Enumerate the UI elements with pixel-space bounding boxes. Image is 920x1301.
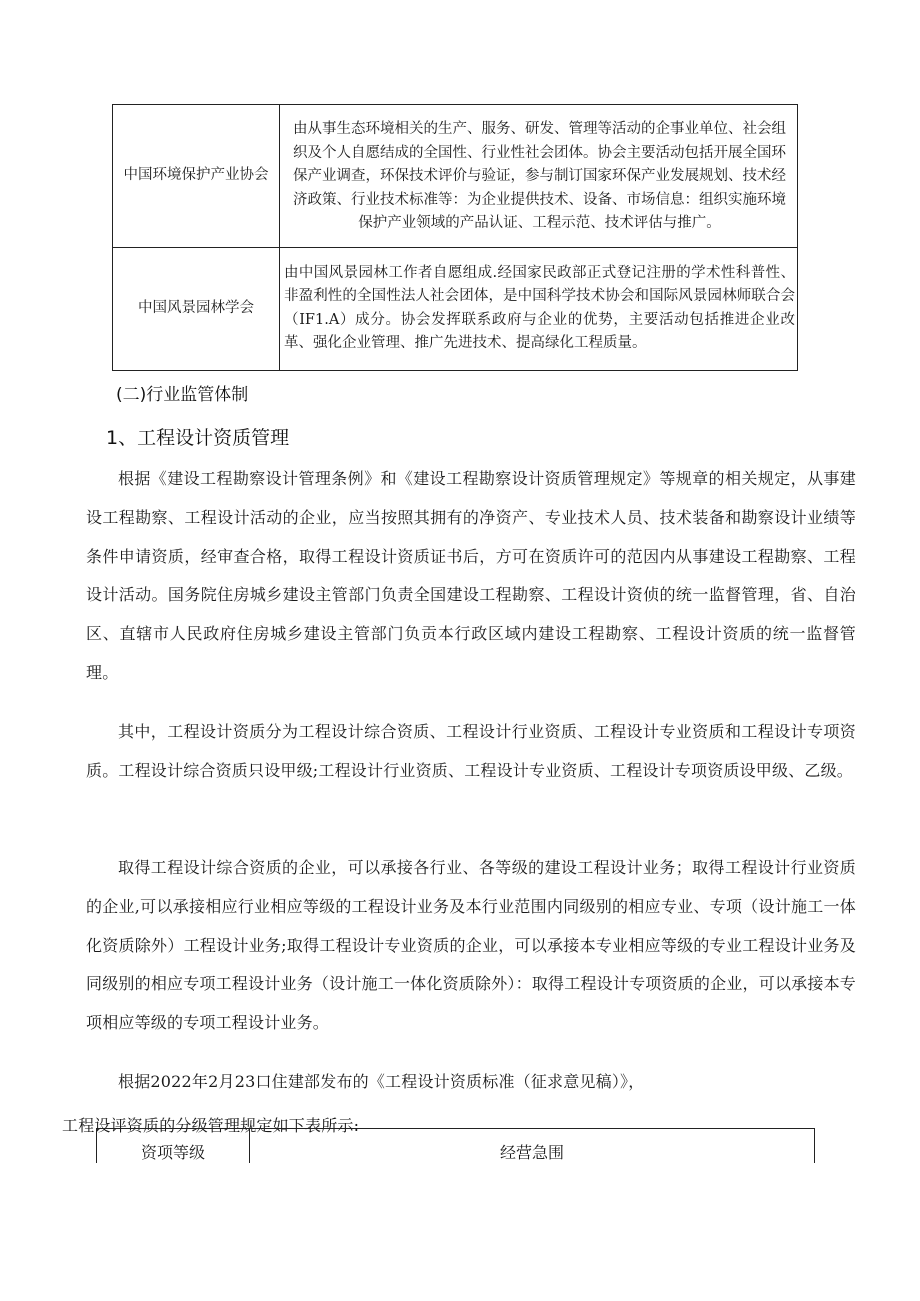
subsection-heading: 1、工程设计资质管理 bbox=[106, 427, 290, 449]
org-description-cell: 由从事生态环境相关的生产、服务、研发、管理等活动的企事业单位、社会组织及个人自愿结成的全国性、行业性社会团体。协会主要活动包括开展全国环保产业调查，环保技术评价与验证，参与制订国家环保产业发展规划、技术经济政策、行业技术标准等：为企业提供技术、设备、市场信息：组织实施环境保护产业领域的产品认证、工程示范、技术评估与推广。 bbox=[280, 105, 798, 248]
org-description-cell: 由中国风景园林工作者自愿组成.经国家民政部正式登记注册的学术性科普性、非盈利性的全国性法人社会团体，是中国科学技术协会和国际风景园林师联合会（IF1.A）成分。协会发挥联系政府与企业的优势，主要活动包括推进企业改革、强化企业管理、推广先进技术、提高绿化工程质量。 bbox=[280, 248, 798, 371]
org-name-cell: 中国风景园林学会 bbox=[113, 248, 280, 371]
qualification-grade-table bbox=[96, 1128, 815, 1163]
table-row bbox=[113, 105, 798, 248]
table-row bbox=[113, 248, 798, 371]
body-paragraph: 取得工程设计综合资质的企业，可以承接各行业、各等级的建设工程设计业务；取得工程设计行业资质的企业,可以承接相应行业相应等级的工程设计业务及本行业范围内同级别的相应专业、专项（设计施工一体化资质除外）工程设计业务;取得工程设计专业资质的企业，可以承接本专业相应等级的专业工程设计业务及同级别的相应专项工程设计业务（设计施工一体化资质除外）：取得工程设计专项资质的企业，可以承接本专项相应等级的专项工程设计业务。 bbox=[86, 858, 856, 1033]
body-paragraph: 根据2022年2月23口住建部发布的《工程设计资质标准（征求意见稿）》， bbox=[118, 1072, 645, 1091]
body-paragraph: 根据《建设工程勘察设计管理条例》和《建设工程勘察设计资质管理规定》等规章的相关规定，从事建设工程勘察、工程设计活动的企业，应当按照其拥有的净资产、专业技术人员、技术装备和勘察设计业绩等条件申请资质，经审查合格，取得工程设计资质证书后，方可在资质许可的范因内从事建设工程勘察、工程设计活动。国务院住房城乡建设主管部门负责全国建设工程勘察、工程设计资侦的统一监督管理，省、自治区、直辖市人民政府住房城乡建设主管部门负贡本行政区域内建设工程勘察、工程设计资质的统一监督管理。 bbox=[86, 469, 856, 682]
industry-association-table bbox=[112, 104, 798, 371]
table-header-scope: 经营急围 bbox=[499, 1143, 564, 1162]
table-header-grade: 资项等级 bbox=[140, 1143, 205, 1162]
body-paragraph: 其中，工程设计资质分为工程设计综合资质、工程设计行业资质、工程设计专业资质和工程设计专项资质。工程设计综合资质只设甲级;工程设计行业资质、工程设计专业资质、工程设计专项资质设甲级、乙级。 bbox=[86, 722, 856, 780]
table-intro-text: 工程设评资质的分级管理规定如下表所示: bbox=[62, 1116, 360, 1135]
section-heading: (二)行业监管体制 bbox=[116, 385, 249, 405]
org-name-cell: 中国环境保护产业协会 bbox=[113, 105, 280, 248]
